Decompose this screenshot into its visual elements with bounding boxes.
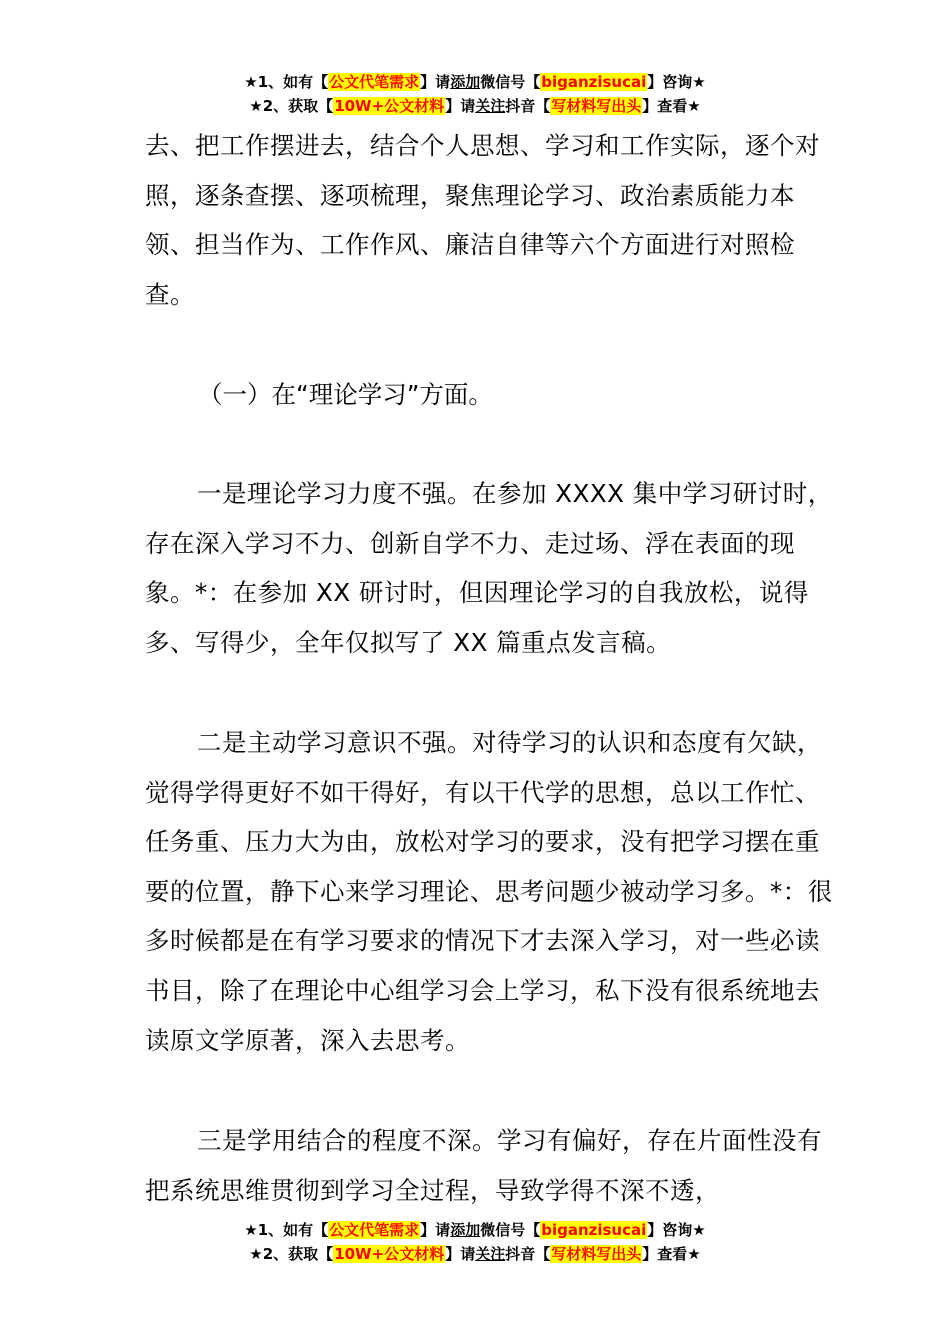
footer-banner [0,1218,950,1266]
banner-highlight: biganzisucai [541,73,647,91]
banner-text: 】咨询★ [647,73,706,91]
banner-highlight: 写材料写出头 [551,97,642,115]
paragraph-2: 二是主动学习意识不强。对待学习的认识和态度有欠缺，觉得学得更好不如干得好，有以干代学的思想，总以工作忙、任务重、压力大为由，放松对学习的要求，没有把学习摆在重要的位置，静下心来学习理论、思考问题少被动学习多。*：很多时候都是在有学习要求的情况下才去深入学习，对一些必读书目，除了在理论中心组学习会上学习，私下没有很系统地去读原文学原著，深入去思考。 [145,728,833,1055]
banner-underlined-text: 添加 [450,73,481,91]
banner-text: 】查看★ [642,97,701,115]
banner-text: 微信号【 [480,73,541,91]
banner-text: ★2、获取【 [249,97,334,115]
banner-text: 】请 [445,97,476,115]
banner-highlight: 写材料写出头 [551,1245,642,1263]
header-banner [0,70,950,118]
banner-highlight: 公文代笔需求 [329,1221,420,1239]
banner-text: ★1、如有【 [244,1221,329,1239]
banner-text: 抖音【 [505,1245,551,1263]
banner-line-1 [0,1218,950,1242]
banner-line-1 [0,70,950,94]
banner-highlight: 10W+公文材料 [334,97,445,115]
banner-text: 微信号【 [480,1221,541,1239]
banner-line-2 [0,94,950,118]
banner-underlined-text: 添加 [450,1221,481,1239]
banner-text: 】咨询★ [647,1221,706,1239]
banner-text: 】请 [445,1245,476,1263]
banner-text: 】查看★ [642,1245,701,1263]
banner-text: ★1、如有【 [244,73,329,91]
banner-underlined-text: 关注 [475,1245,506,1263]
banner-text: 】请 [420,73,451,91]
banner-highlight: 公文代笔需求 [329,73,420,91]
banner-text: 】请 [420,1221,451,1239]
banner-highlight: biganzisucai [541,1221,647,1239]
banner-text: ★2、获取【 [249,1245,334,1263]
paragraph-3: 三是学用结合的程度不深。学习有偏好，存在片面性没有把系统思维贯彻到学习全过程，导致学得不深不透， [145,1126,822,1205]
banner-line-2 [0,1242,950,1266]
section-heading: （一）在“理论学习”方面。 [198,380,493,409]
banner-highlight: 10W+公文材料 [334,1245,445,1263]
intro-paragraph: 去、把工作摆进去，结合个人思想、学习和工作实际，逐个对照，逐条查摆、逐项梳理，聚焦理论学习、政治素质能力本领、担当作为、工作作风、廉洁自律等六个方面进行对照检查。 [145,131,820,309]
banner-text: 抖音【 [505,97,551,115]
paragraph-1: 一是理论学习力度不强。在参加 XXXX 集中学习研讨时，存在深入学习不力、创新自学不力、走过场、浮在表面的现象。*：在参加 XX 研讨时，但因理论学习的自我放松，说得多、写得少，全年仅拟写了 XX 篇重点发言稿。 [145,479,833,657]
banner-underlined-text: 关注 [475,97,506,115]
